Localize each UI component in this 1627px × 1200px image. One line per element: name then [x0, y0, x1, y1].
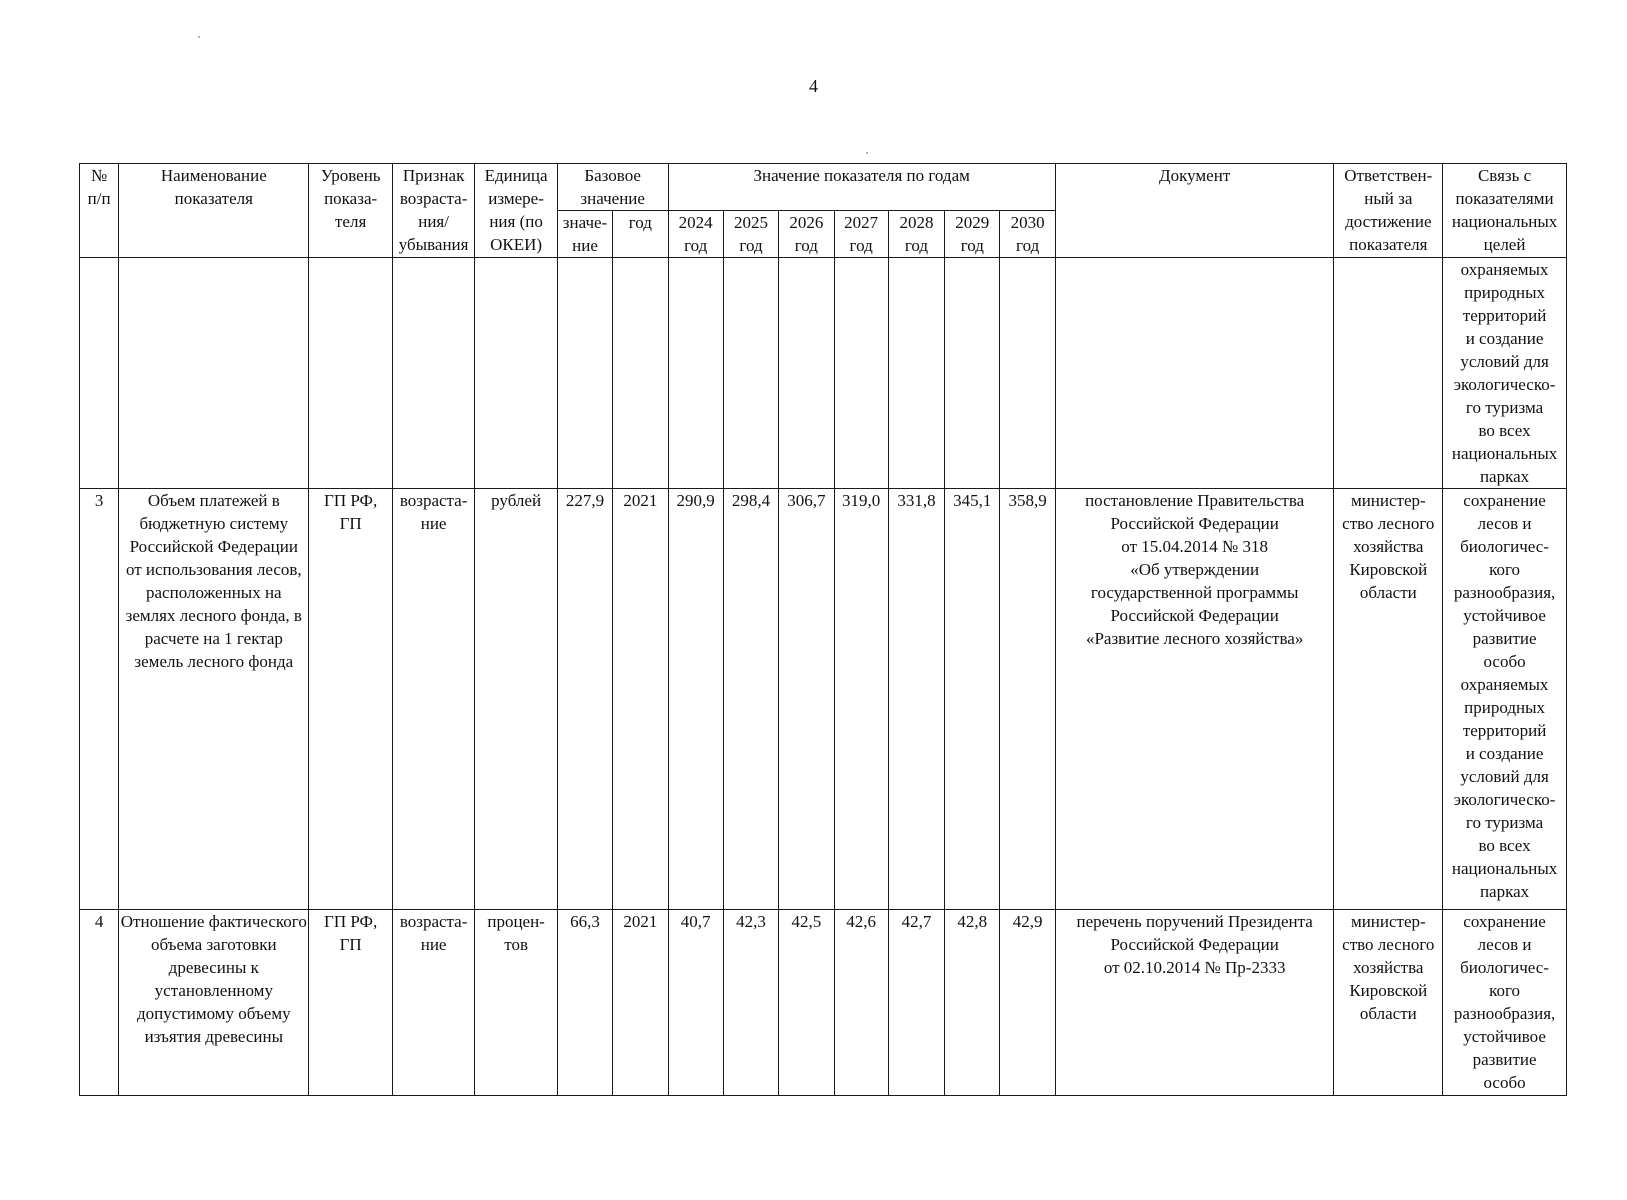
cell-national-goals-link: охраняемых природных территорий и создание условий для экологическо- го туризма во всех национальных парках — [1443, 258, 1567, 489]
table-row — [80, 910, 1567, 1096]
table-cell — [613, 258, 668, 489]
table-cell — [945, 258, 1000, 489]
cell-level: ГП РФ, ГП — [309, 489, 393, 910]
header-year-2024: 2024 год — [668, 211, 723, 258]
cell-national-goals-link: сохранение лесов и биологичес- кого разнообразия, устойчивое развитие особо охраняемых природных территорий и создание условий для экологическо- го туризма во всех национальных парках — [1443, 489, 1567, 910]
cell-trend: возраста- ние — [392, 910, 474, 1096]
header-year-2027: 2027 год — [834, 211, 888, 258]
cell-value-2024: 40,7 — [668, 910, 723, 1096]
cell-value-2026: 306,7 — [779, 489, 834, 910]
cell-document: постановление Правительства Российской Федерации от 15.04.2014 № 318 «Об утверждении государственной программы Российской Федерации «Развитие лесного хозяйства» — [1055, 489, 1334, 910]
table-cell — [309, 258, 393, 489]
cell-trend: возраста- ние — [392, 489, 474, 910]
header-year-2030: 2030 год — [1000, 211, 1055, 258]
cell-unit: процен- тов — [475, 910, 557, 1096]
header-indicator-name: Наименование показателя — [119, 164, 309, 258]
header-year-2026: 2026 год — [779, 211, 834, 258]
header-base-year: год — [613, 211, 668, 258]
table-cell — [888, 258, 944, 489]
header-values-by-year: Значение показателя по годам — [668, 164, 1055, 211]
cell-number: 4 — [80, 910, 119, 1096]
table-row — [80, 489, 1567, 910]
table-cell — [1000, 258, 1055, 489]
header-national-goals-link: Связь с показателями национальных целей — [1443, 164, 1567, 258]
cell-value-2026: 42,5 — [779, 910, 834, 1096]
cell-value-2027: 42,6 — [834, 910, 888, 1096]
table-cell — [1055, 258, 1334, 489]
header-number: № п/п — [80, 164, 119, 258]
cell-value-2030: 358,9 — [1000, 489, 1055, 910]
header-unit: Единица измере- ния (по ОКЕИ) — [475, 164, 557, 258]
scan-speck — [198, 36, 200, 38]
cell-value-2029: 42,8 — [945, 910, 1000, 1096]
header-document: Документ — [1055, 164, 1334, 258]
header-base: Базовое значение — [557, 164, 668, 211]
cell-base-year: 2021 — [613, 489, 668, 910]
header-base-value: значе- ние — [557, 211, 612, 258]
scan-speck — [866, 152, 868, 154]
table-cell — [723, 258, 778, 489]
cell-document: перечень поручений Президента Российской Федерации от 02.10.2014 № Пр-2333 — [1055, 910, 1334, 1096]
header-year-2029: 2029 год — [945, 211, 1000, 258]
table-cell — [1334, 258, 1443, 489]
cell-base-value: 66,3 — [557, 910, 612, 1096]
cell-value-2029: 345,1 — [945, 489, 1000, 910]
cell-value-2027: 319,0 — [834, 489, 888, 910]
cell-responsible: министер- ство лесного хозяйства Кировской области — [1334, 910, 1443, 1096]
cell-value-2028: 331,8 — [888, 489, 944, 910]
cell-indicator-name: Отношение фактического объема заготовки древесины к установленному допустимому объему изъятия древесины — [119, 910, 309, 1096]
cell-unit: рублей — [475, 489, 557, 910]
cell-national-goals-link: сохранение лесов и биологичес- кого разнообразия, устойчивое развитие особо — [1443, 910, 1567, 1096]
cell-value-2030: 42,9 — [1000, 910, 1055, 1096]
cell-number: 3 — [80, 489, 119, 910]
page-number: 4 — [809, 76, 818, 96]
table-cell — [119, 258, 309, 489]
table-cell — [475, 258, 557, 489]
header-level: Уровень показа- теля — [309, 164, 393, 258]
cell-value-2028: 42,7 — [888, 910, 944, 1096]
cell-responsible: министер- ство лесного хозяйства Кировской области — [1334, 489, 1443, 910]
cell-level: ГП РФ, ГП — [309, 910, 393, 1096]
cell-indicator-name: Объем платежей в бюджетную систему Российской Федерации от использования лесов, расположенных на землях лесного фонда, в расчете на 1 гектар земель лесного фонда — [119, 489, 309, 910]
header-responsible: Ответствен- ный за достижение показателя — [1334, 164, 1443, 258]
table-cell — [557, 258, 612, 489]
table-cell — [668, 258, 723, 489]
cell-value-2025: 298,4 — [723, 489, 778, 910]
header-row-1 — [80, 164, 1567, 211]
table-cell — [779, 258, 834, 489]
cell-value-2025: 42,3 — [723, 910, 778, 1096]
cell-base-year: 2021 — [613, 910, 668, 1096]
header-year-2025: 2025 год — [723, 211, 778, 258]
cell-value-2024: 290,9 — [668, 489, 723, 910]
table-row-continuation — [80, 258, 1567, 489]
header-trend: Признак возраста- ния/ убывания — [392, 164, 474, 258]
table-cell — [392, 258, 474, 489]
table-cell — [834, 258, 888, 489]
indicators-table — [79, 163, 1567, 1096]
header-year-2028: 2028 год — [888, 211, 944, 258]
cell-base-value: 227,9 — [557, 489, 612, 910]
table-cell — [80, 258, 119, 489]
